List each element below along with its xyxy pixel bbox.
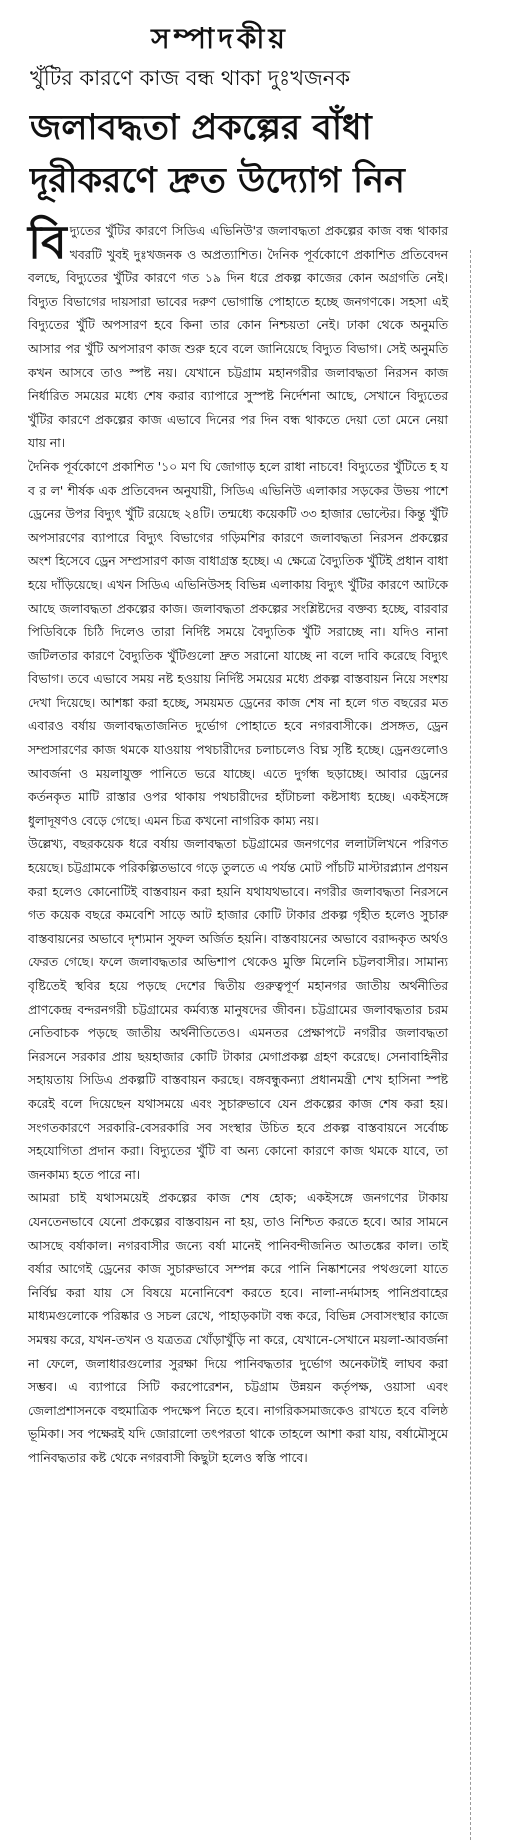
column-divider [470,250,471,1840]
headline-line-1: জলাবদ্ধতা প্রকল্পের বাঁধা [30,108,372,148]
subheading: খুঁটির কারণে কাজ বন্ধ থাকা দুঃখজনক [30,66,351,90]
paragraph-4: আমরা চাই যথাসময়েই প্রকল্পের কাজ শেষ হোক; একইসঙ্গে জনগণের টাকায় যেনতেনভাবে যেনো প্রকল্পের বাস্তবায়ন না হয়, তাও নিশ্চিত করতে হবে। আর সামনে আসছে বর্ষাকাল। নগরবাসীর জন্যে বর্ষা মানেই পানিবন্দীজনিত আতঙ্কের কাল। তাই বর্ষার আগেই ড্রেনের কাজ সুচারুভাবে সম্পন্ন করে পানি নিষ্কাশনের পথগুলো যাতে নির্বিঘ্ন করা যায় সে বিষয়ে মনোনিবেশ করতে হবে। নালা-নর্দমাসহ পানিপ্রবাহের মাধ্যমগুলোকে পরিষ্কার ও সচল রেখে, পাহাড়কাটা বন্ধ করে, বিভিন্ন সেবাসংস্থার কাজে সমন্বয় করে, যখন-তখন ও যত্রতত্র খোঁড়াখুঁড়ি না করে, যেখানে-সেখানে ময়লা-আবর্জনা না ফেলে, জলাধারগুলোর সুরক্ষা দিয়ে পানিবদ্ধতার দুর্ভোগ অনেকটাই লাঘব করা সম্ভব। এ ব্যাপারে সিটি করপোরেশন, চট্টগ্রাম উন্নয়ন কর্তৃপক্ষ, ওয়াসা এবং জেলাপ্রশাসনকে বহুমাত্রিক পদক্ষেপ নিতে হবে। নাগরিকসমাজকেও রাখতে হবে বলিষ্ঠ ভূমিকা। সব পক্ষেরই যদি জোরালো তৎপরতা থাকে তাহলে আশা করা যায়, বর্ষামৌসুমে পানিবদ্ধতার কষ্ট থেকে নগরবাসী কিছুটা হলেও স্বস্তি পাবে। [28,1191,448,1465]
headline-line-2: দূরীকরণে দ্রুত উদ্যোগ নিন [30,161,405,201]
paragraph-2: দৈনিক পূর্বকোণে প্রকাশিত '১০ মণ ঘি জোগাড় হলে রাধা নাচবে! বিদ্যুতের খুঁটিতে হ য ব র ল' শীর্ষক এক প্রতিবেদন অনুযায়ী, সিডিএ এভিনিউ এলাকার সড়কের উভয় পাশে ড্রেনের উপর বিদ্যুৎ খুঁটি রয়েছে ২৪টি। তন্মধ্যে কয়েকটি ৩৩ হাজার ভোল্টের। কিন্তু খুঁটি অপসারণের ব্যাপারে বিদ্যুৎ বিভাগের গড়িমশির কারণে জলাবদ্ধতা নিরসন প্রকল্পের অংশ হিসেবে ড্রেন সম্প্রসারণ কাজ বাধাগ্রস্ত হচ্ছে। এ ক্ষেত্রে বৈদ্যুতিক খুঁটিই প্রধান বাধা হয়ে দাঁড়িয়েছে। এখন সিডিএ এভিনিউসহ বিভিন্ন এলাকায় বিদ্যুৎ খুঁটির কারণে আটকে আছে জলাবদ্ধতা প্রকল্পের কাজ। জলাবদ্ধতা প্রকল্পের সংশ্লিষ্টদের বক্তব্য হচ্ছে, বারবার পিডিবিকে চিঠি দিলেও তারা নির্দিষ্ট সময়ে বৈদ্যুতিক খুঁটি সরাচ্ছে না। যদিও নানা জটিলতার কারণে বৈদ্যুতিক খুঁটিগুলো দ্রুত সরানো যাচ্ছে না বলে দাবি করেছে বিদ্যুৎ বিভাগ। তবে এভাবে সময় নষ্ট হওয়ায় নির্দিষ্ট সময়ের মধ্যে প্রকল্প বাস্তবায়ন নিয়ে সংশয় দেখা দিয়েছে। আশঙ্কা করা হচ্ছে, সময়মত ড্রেনের কাজ শেষ না হলে গত বছরের মত এবারও বর্ষায় জলাবদ্ধতাজনিত দুর্ভোগ পোহাতে হবে নগরবাসীকে। প্রসঙ্গত, ড্রেন সম্প্রসারণের কাজ থমকে যাওয়ায় পথচারীদের চলাচলেও বিঘ্ন সৃষ্টি হচ্ছে। ড্রেনগুলোও আবর্জনা ও ময়লাযুক্ত পানিতে ভরে যাচ্ছে। এতে দুর্গন্ধ ছড়াচ্ছে। আবার ড্রেনের কর্তনকৃত মাটি রাস্তার ওপর থাকায় পথচারীদের হাঁটাচলা কষ্টসাধ্য হচ্ছে। একইসঙ্গে ধুলাদূষণও বেড়ে গেছে। এমন চিত্র কখনো নাগরিক কাম্য নয়। [28,459,448,828]
section-label: সম্পাদকীয় [151,22,289,55]
article-body [28,215,448,1470]
paragraph-1-text: দ্যুতের খুঁটির কারণে সিডিএ এভিনিউ'র জলাবদ্ধতা প্রকল্পের কাজ বন্ধ থাকার খবরটি খুবই দুঃখজনক ও অপ্রত্যাশিত। দৈনিক পূর্বকোণে প্রকাশিত প্রতিবেদন বলছে, বিদ্যুতের খুঁটির কারণে গত ১৯ দিন ধরে প্রকল্প কাজের কোন অগ্রগতি নেই। বিদ্যুত বিভাগের দায়সারা ভাবের দরুণ ভোগান্তি পোহাতে হচ্ছে জনগণকে। সহসা এই বিদ্যুতের খুঁটি অপসারণ হবে কিনা তার কোন নিশ্চয়তা নেই। ঢাকা থেকে অনুমতি আসার পর খুঁটি অপসারণ কাজ শুরু হবে বলে জানিয়েছে বিদ্যুত বিভাগ। সেই অনুমতি কখন আসবে তাও স্পষ্ট নয়। যেখানে চট্টগ্রাম মহানগরীর জলাবদ্ধতা নিরসন কাজ নির্ধারিত সময়ের মধ্যে শেষ করার ব্যাপারে সুস্পষ্ট নির্দেশনা আছে, সেখানে বিদ্যুতের খুঁটির কারণে প্রকল্পের কাজ এভাবে দিনের পর দিন বন্ধ থাকতে দেয়া তো মেনে নেয়া যায় না। [28,224,448,451]
paragraph-1 [28,215,448,456]
paragraph-3: উল্লেখ্য, বছরকয়েক ধরে বর্ষায় জলাবদ্ধতা চট্টগ্রামের জনগণের ললাটলিখনে পরিণত হয়েছে। চট্টগ্রামকে পরিকল্পিতভাবে গড়ে তুলতে এ পর্যন্ত মোট পাঁচটি মাস্টারপ্ল্যান প্রণয়ন করা হলেও কোনোটিই বাস্তবায়ন করা হয়নি যথাযথভাবে। নগরীর জলাবদ্ধতা নিরসনে গত কয়েক বছরে কমবেশি সাড়ে আট হাজার কোটি টাকার প্রকল্প গৃহীত হলেও সুচারু বাস্তবায়নের অভাবে দৃশ্যমান সুফল অর্জিত হয়নি। বাস্তবায়নের অভাবে বরাদ্দকৃত অর্থও ফেরত গেছে। ফলে জলাবদ্ধতার অভিশাপ থেকেও মুক্তি মিলেনি চট্টলবাসীর। সামান্য বৃষ্টিতেই স্থবির হয়ে পড়ছে দেশের দ্বিতীয় গুরুত্বপূর্ণ মহানগর জাতীয় অর্থনীতির প্রাণকেন্দ্র বন্দরনগরী চট্টগ্রামের কর্মব্যস্ত মানুষদের জীবন। চট্টগ্রামের জলাবদ্ধতার চরম নেতিবাচক পড়ছে জাতীয় অর্থনীতিতেও। এমনতর প্রেক্ষাপটে নগরীর জলাবদ্ধতা নিরসনে সরকার প্রায় ছয়হাজার কোটি টাকার মেগাপ্রকল্প গ্রহণ করেছে। সেনাবাহিনীর সহায়তায় সিডিএ প্রকল্পটি বাস্তবায়ন করছে। বঙ্গবন্ধুকন্যা প্রধানমন্ত্রী শেখ হাসিনা স্পষ্ট করেই বলে দিয়েছেন যথাসময়ে এবং সুচারুভাবে যেন প্রকল্পের কাজ শেষ করা হয়। সংগতকারণে সরকারি-বেসরকারি সব সংস্থার উচিত হবে প্রকল্প বাস্তবায়নে সর্বোচ্চ সহযোগিতা প্রদান করা। বিদ্যুতের খুঁটি বা অন্য কোনো কারণে কাজ থমকে যাবে, তা জনকাম্য হতে পারে না। [28,837,448,1182]
drop-cap: বি [28,215,67,269]
